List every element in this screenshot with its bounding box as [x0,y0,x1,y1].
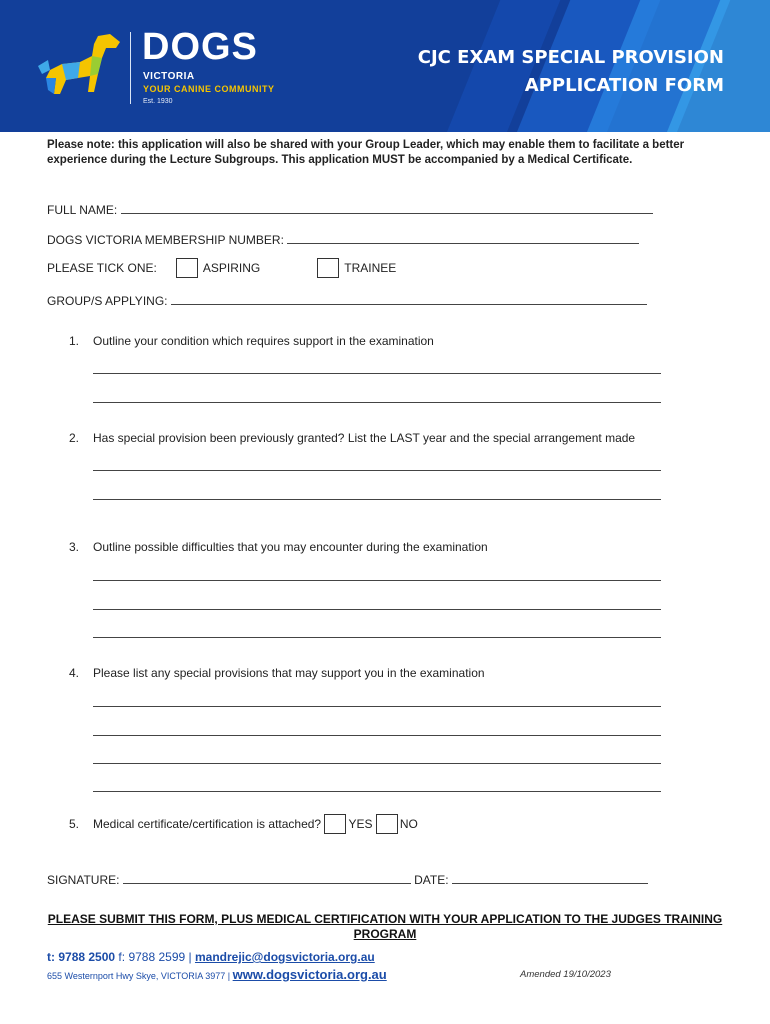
separator: | [227,971,231,981]
medical-no-checkbox[interactable] [376,814,398,834]
aspiring-label: ASPIRING [202,261,261,275]
form-title [344,44,724,100]
answer-line[interactable] [93,470,661,471]
question-text: Has special provision been previously granted? List the LAST year and the special arrangement made [93,431,636,445]
question-text: Outline your condition which requires support in the examination [93,334,434,348]
question-number: 3. [69,540,80,554]
answer-line[interactable] [93,402,661,403]
date-field[interactable] [452,872,648,884]
medical-yes-checkbox[interactable] [324,814,346,834]
address-text: 655 Westernport Hwy Skye, VICTORIA 3977 [47,971,226,981]
aspiring-checkbox[interactable] [176,258,198,278]
membership-label: DOGS VICTORIA MEMBERSHIP NUMBER: [47,233,284,247]
signature-field[interactable] [123,872,411,884]
footer-address [47,967,387,982]
logo-wordmark: DOGS [142,26,258,68]
dog-logo-icon [36,30,124,110]
question-2 [69,431,635,445]
groups-row [47,293,647,308]
question-number: 5. [69,817,80,831]
application-note: Please note: this application will also be shared with your Group Leader, which may enable them to facilitate a better experience during the Lecture Subgroups. This application MUST be accompanied by a Medical Certificate. [47,139,685,166]
logo-tagline: YOUR CANINE COMMUNITY [143,84,275,94]
question-3 [69,540,488,554]
tick-row [47,258,396,278]
medical-yes-label: YES [348,817,373,831]
membership-row [47,232,639,247]
form-title-line-2: APPLICATION FORM [524,75,724,96]
phone-number: 9788 2500 [58,950,116,964]
form-title-line-1: CJC EXAM SPECIAL PROVISION [417,47,724,68]
amended-date: Amended 19/10/2023 [520,969,611,980]
full-name-label: FULL NAME: [47,203,118,217]
question-number: 2. [69,431,80,445]
phone-label: t: [47,950,55,964]
question-text: Please list any special provisions that may support you in the examination [93,666,485,680]
trainee-label: TRAINEE [344,261,397,275]
answer-line[interactable] [93,735,661,736]
footer-contact [47,950,375,964]
medical-no-label: NO [399,817,418,831]
logo-subtitle: VICTORIA [143,71,195,82]
separator: | [188,950,192,964]
groups-label: GROUP/S APPLYING: [47,294,168,308]
question-5 [69,814,418,834]
question-4 [69,666,485,680]
trainee-checkbox[interactable] [317,258,339,278]
answer-line[interactable] [93,763,661,764]
full-name-row [47,202,653,217]
answer-line[interactable] [93,791,661,792]
answer-line[interactable] [93,580,661,581]
tick-label: PLEASE TICK ONE: [47,261,157,275]
fax-number: 9788 2599 [128,950,186,964]
groups-field[interactable] [171,293,647,305]
website-link[interactable]: www.dogsvictoria.org.au [232,967,387,982]
question-number: 4. [69,666,80,680]
full-name-field[interactable] [121,202,653,214]
submit-notice: PLEASE SUBMIT THIS FORM, PLUS MEDICAL CERTIFICATION WITH YOUR APPLICATION TO THE JUDGES TRAINING PROGRAM [47,912,723,941]
answer-line[interactable] [93,499,661,500]
logo-divider [130,32,131,104]
answer-line[interactable] [93,609,661,610]
answer-line[interactable] [93,637,661,638]
header-banner [0,0,770,132]
signature-label: SIGNATURE: [47,873,120,887]
answer-line[interactable] [93,706,661,707]
logo-established: Est. 1930 [143,98,173,105]
question-text: Medical certificate/certification is attached? [93,817,322,831]
answer-line[interactable] [93,373,661,374]
question-number: 1. [69,334,80,348]
membership-number-field[interactable] [287,232,639,244]
date-label: DATE: [414,873,449,887]
question-1 [69,334,434,348]
fax-label: f: [118,950,126,964]
question-text: Outline possible difficulties that you may encounter during the examination [93,540,488,554]
email-link[interactable]: mandrejic@dogsvictoria.org.au [194,950,375,964]
signature-row [47,872,648,887]
